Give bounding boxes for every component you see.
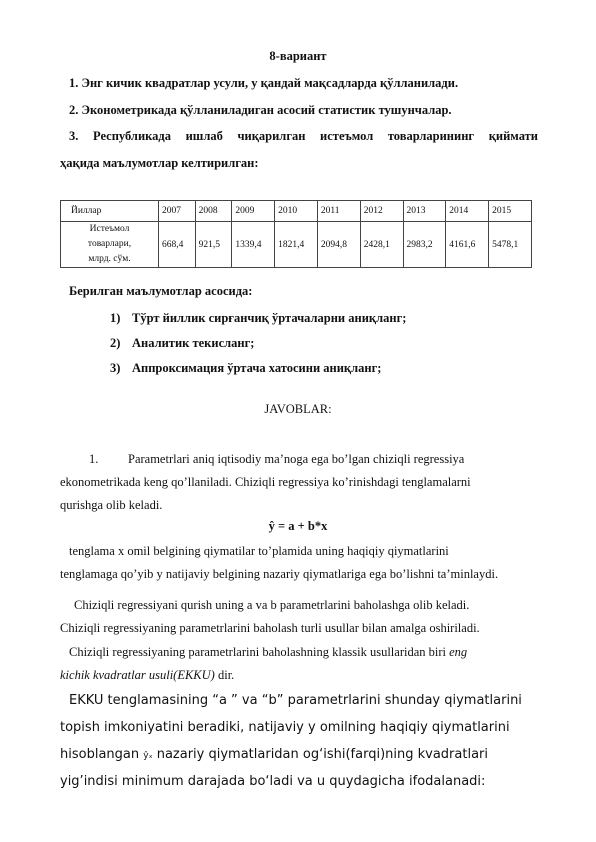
y-hat-symbol: ŷₓ xyxy=(143,751,153,761)
answer-p1-line-1: Parametrlari aniq iqtisodiy ma’noga ega bo’lgan chiziqli regressiya xyxy=(128,452,465,466)
table-cell: 5478,1 xyxy=(489,222,532,268)
answer-p5-text-a: hisoblangan xyxy=(60,747,144,762)
table-header-cell: 2012 xyxy=(360,201,403,222)
answer-p3-line-2: Chiziqli regressiyaning parametrlarini baholash turli usullar bilan amalga oshiriladi. xyxy=(60,621,480,635)
answer-p5-line-4: yig’indisi minimum darajada bo‘ladi va u quydagicha ifodalanadi: xyxy=(60,774,486,789)
task-2-text: Аналитик текисланг; xyxy=(132,336,255,350)
table-cell: 2428,1 xyxy=(360,222,403,268)
variant-title: 8-вариант xyxy=(269,49,327,63)
answer-p4-line-1 xyxy=(69,645,467,660)
answer-p5-text-b: nazariy qiymatlaridan og‘ishi(farqi)ning kvadratlari xyxy=(152,747,488,762)
answer-p4-text: Chiziqli regressiyaning parametrlarini baholashning klassik usullaridan biri xyxy=(69,645,450,659)
table-header-cell: 2011 xyxy=(317,201,360,222)
table-header-cell: 2008 xyxy=(195,201,232,222)
answer-item-number: 1. xyxy=(89,452,99,466)
question-3-line-1: 3. Республикада ишлаб чиқарилган истеъмол товарларининг қиймати xyxy=(69,129,538,143)
table-header-cell: Йиллар xyxy=(61,201,159,222)
table-row xyxy=(61,222,532,268)
table-header-cell: 2015 xyxy=(489,201,532,222)
answer-p2-line-2: tenglamaga qo’yib y natijaviy belgining nazariy qiymatlariga ega bo’lishni ta’minlaydi. xyxy=(60,567,499,581)
question-2: 2. Эконометрикада қўлланиладиган асосий статистик тушунчалар. xyxy=(69,103,452,117)
consumer-goods-table xyxy=(60,200,532,268)
table-cell: 2983,2 xyxy=(403,222,446,268)
row-label-line: млрд. сўм. xyxy=(88,254,131,264)
answer-p4-line-2 xyxy=(60,668,234,683)
answer-p3-line-1: Chiziqli regressiyani qurish uning a va b parametrlarini baholashga olib keladi. xyxy=(74,598,470,612)
table-cell: 1821,4 xyxy=(275,222,318,268)
row-label-line: товарлари, xyxy=(87,239,132,249)
table-cell: 668,4 xyxy=(159,222,196,268)
table-cell: 2094,8 xyxy=(317,222,360,268)
table-header-cell: 2009 xyxy=(232,201,275,222)
row-label-line: Истеъмол xyxy=(89,224,130,234)
given-intro: Берилган маълумотлар асосида: xyxy=(69,284,253,298)
answer-p5-line-2: topish imkoniyatini beradiki, natijaviy y omilning haqiqiy qiymatlarini xyxy=(60,720,510,735)
table-header-cell: 2007 xyxy=(159,201,196,222)
table-cell: 4161,6 xyxy=(446,222,489,268)
answer-p5-line-1: EKKU tenglamasining “a ” va “b” parametrlarini shunday qiymatlarini xyxy=(69,693,522,708)
table-header-cell: 2013 xyxy=(403,201,446,222)
table-cell: 921,5 xyxy=(195,222,232,268)
table-header-cell: 2014 xyxy=(446,201,489,222)
question-1: 1. Энг кичик квадратлар усули, у қандай мақсадларда қўлланилади. xyxy=(69,76,459,90)
question-3-line-2: ҳақида маълумотлар келтирилган: xyxy=(60,156,259,170)
answer-p1-line-2: ekonometrikada keng qo’llaniladi. Chiziqli regressiya ko’rinishdagi tenglamalarni xyxy=(60,475,471,489)
table-header-cell: 2010 xyxy=(275,201,318,222)
table-header-row xyxy=(61,201,532,222)
answer-p1-line-3: qurishga olib keladi. xyxy=(60,498,163,512)
task-1-number: 1) xyxy=(110,311,121,325)
task-3-number: 3) xyxy=(110,361,121,375)
table-cell: 1339,4 xyxy=(232,222,275,268)
regression-formula: ŷ = a + b*x xyxy=(268,519,328,533)
ekku-term: kichik kvadratlar usuli(EKKU) xyxy=(60,668,215,682)
answer-p4-italic: eng xyxy=(449,645,468,659)
task-3-text: Аппроксимация ўртача хатосини аниқланг; xyxy=(132,361,382,375)
answer-p5-line-3 xyxy=(60,747,488,762)
task-1-text: Тўрт йиллик сирғанчиқ ўртачаларни аниқланг; xyxy=(132,311,407,325)
answer-p2-line-1: tenglama x omil belgining qiymatilar to’plamida uning haqiqiy qiymatlarini xyxy=(69,544,449,558)
table-row-label xyxy=(61,222,159,268)
answers-title: JAVOBLAR: xyxy=(264,402,332,416)
task-2-number: 2) xyxy=(110,336,121,350)
answer-p4-suffix: dir. xyxy=(214,668,235,682)
